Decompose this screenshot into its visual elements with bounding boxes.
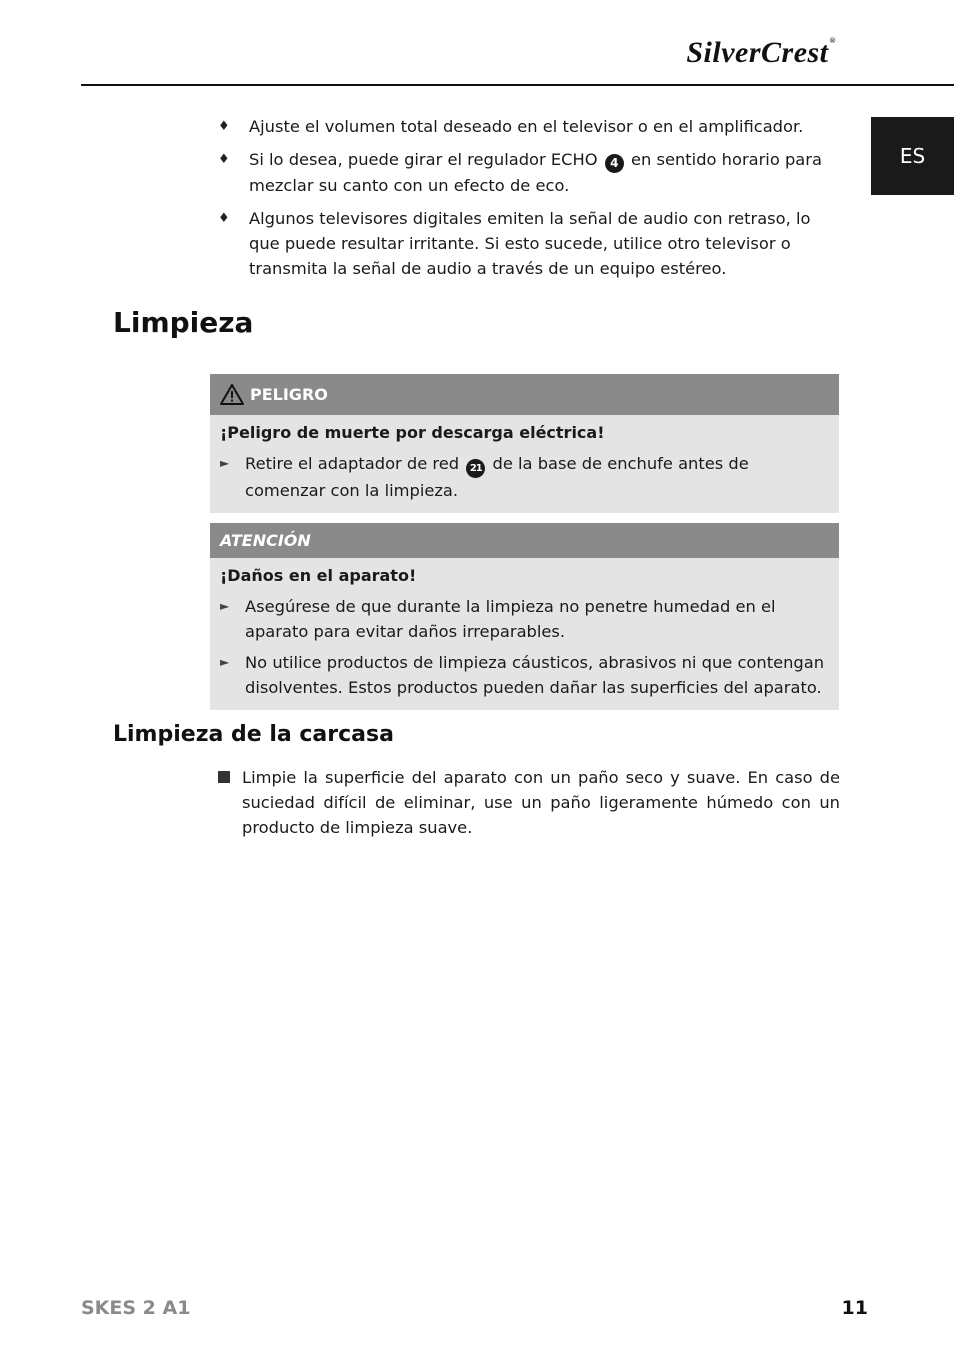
list-item (220, 451, 829, 503)
list-item (218, 147, 838, 198)
adapter-number-badge: 21 (466, 459, 485, 478)
subsection-title: Limpieza de la carcasa (113, 722, 394, 747)
list-item-text: Si lo desea, puede girar el regulador ECHO 4 en sentido horario para mezclar su canto con un efecto de eco. (249, 150, 822, 195)
list-item (218, 114, 838, 139)
list-item (218, 765, 840, 840)
diamond-bullet-icon: ♦ (218, 211, 230, 226)
diamond-bullet-icon: ♦ (218, 152, 230, 167)
caution-header (210, 523, 839, 558)
echo-control-number-badge: 4 (605, 154, 624, 173)
registered-mark: ® (829, 36, 836, 45)
arrow-bullet-icon: ► (220, 599, 230, 613)
caution-box (210, 523, 839, 710)
arrow-bullet-icon: ► (220, 456, 230, 470)
language-tab: ES (871, 117, 954, 195)
list-item (220, 650, 829, 700)
list-item-text: Algunos televisores digitales emiten la señal de audio con retraso, lo que puede resultar irritante. Si esto sucede, utilice otro televisor o transmita la señal de audio a través de un equipo estéreo. (249, 209, 811, 278)
page-number: 11 (841, 1297, 868, 1319)
list-item-text: Ajuste el volumen total deseado en el televisor o en el amplificador. (249, 117, 804, 136)
footer-model: SKES 2 A1 (81, 1297, 191, 1319)
section-title: Limpieza (113, 306, 254, 339)
list-item-text: Retire el adaptador de red 21 de la base de enchufe antes de comenzar con la limpieza. (245, 454, 749, 500)
header-rule (81, 84, 954, 86)
danger-box (210, 374, 839, 513)
square-bullet-icon (218, 765, 242, 840)
danger-title: ¡Peligro de muerte por descarga eléctrica! (220, 423, 605, 442)
list-item-text: Asegúrese de que durante la limpieza no penetre humedad en el aparato para evitar daños irreparables. (245, 597, 776, 641)
danger-header (210, 374, 839, 415)
caution-label: ATENCIÓN (220, 531, 311, 550)
arrow-bullet-icon: ► (220, 655, 230, 669)
intro-bullet-list (218, 114, 838, 289)
danger-body (210, 415, 839, 513)
warning-triangle-icon (220, 384, 244, 405)
danger-label: PELIGRO (250, 385, 328, 404)
caution-title: ¡Daños en el aparato! (220, 566, 417, 585)
list-item-text: No utilice productos de limpieza cáusticos, abrasivos ni que contengan disolventes. Estos productos pueden dañar las superficies del aparato. (245, 653, 825, 697)
list-item (218, 206, 838, 281)
caution-body (210, 558, 839, 710)
brand-logo: SilverCrest® (686, 36, 836, 69)
diamond-bullet-icon: ♦ (218, 119, 230, 134)
list-item-text: Limpie la superficie del aparato con un paño seco y suave. En caso de suciedad difícil de eliminar, use un paño ligeramente húmedo con un producto de limpieza suave. (242, 768, 840, 837)
list-item (220, 594, 829, 644)
